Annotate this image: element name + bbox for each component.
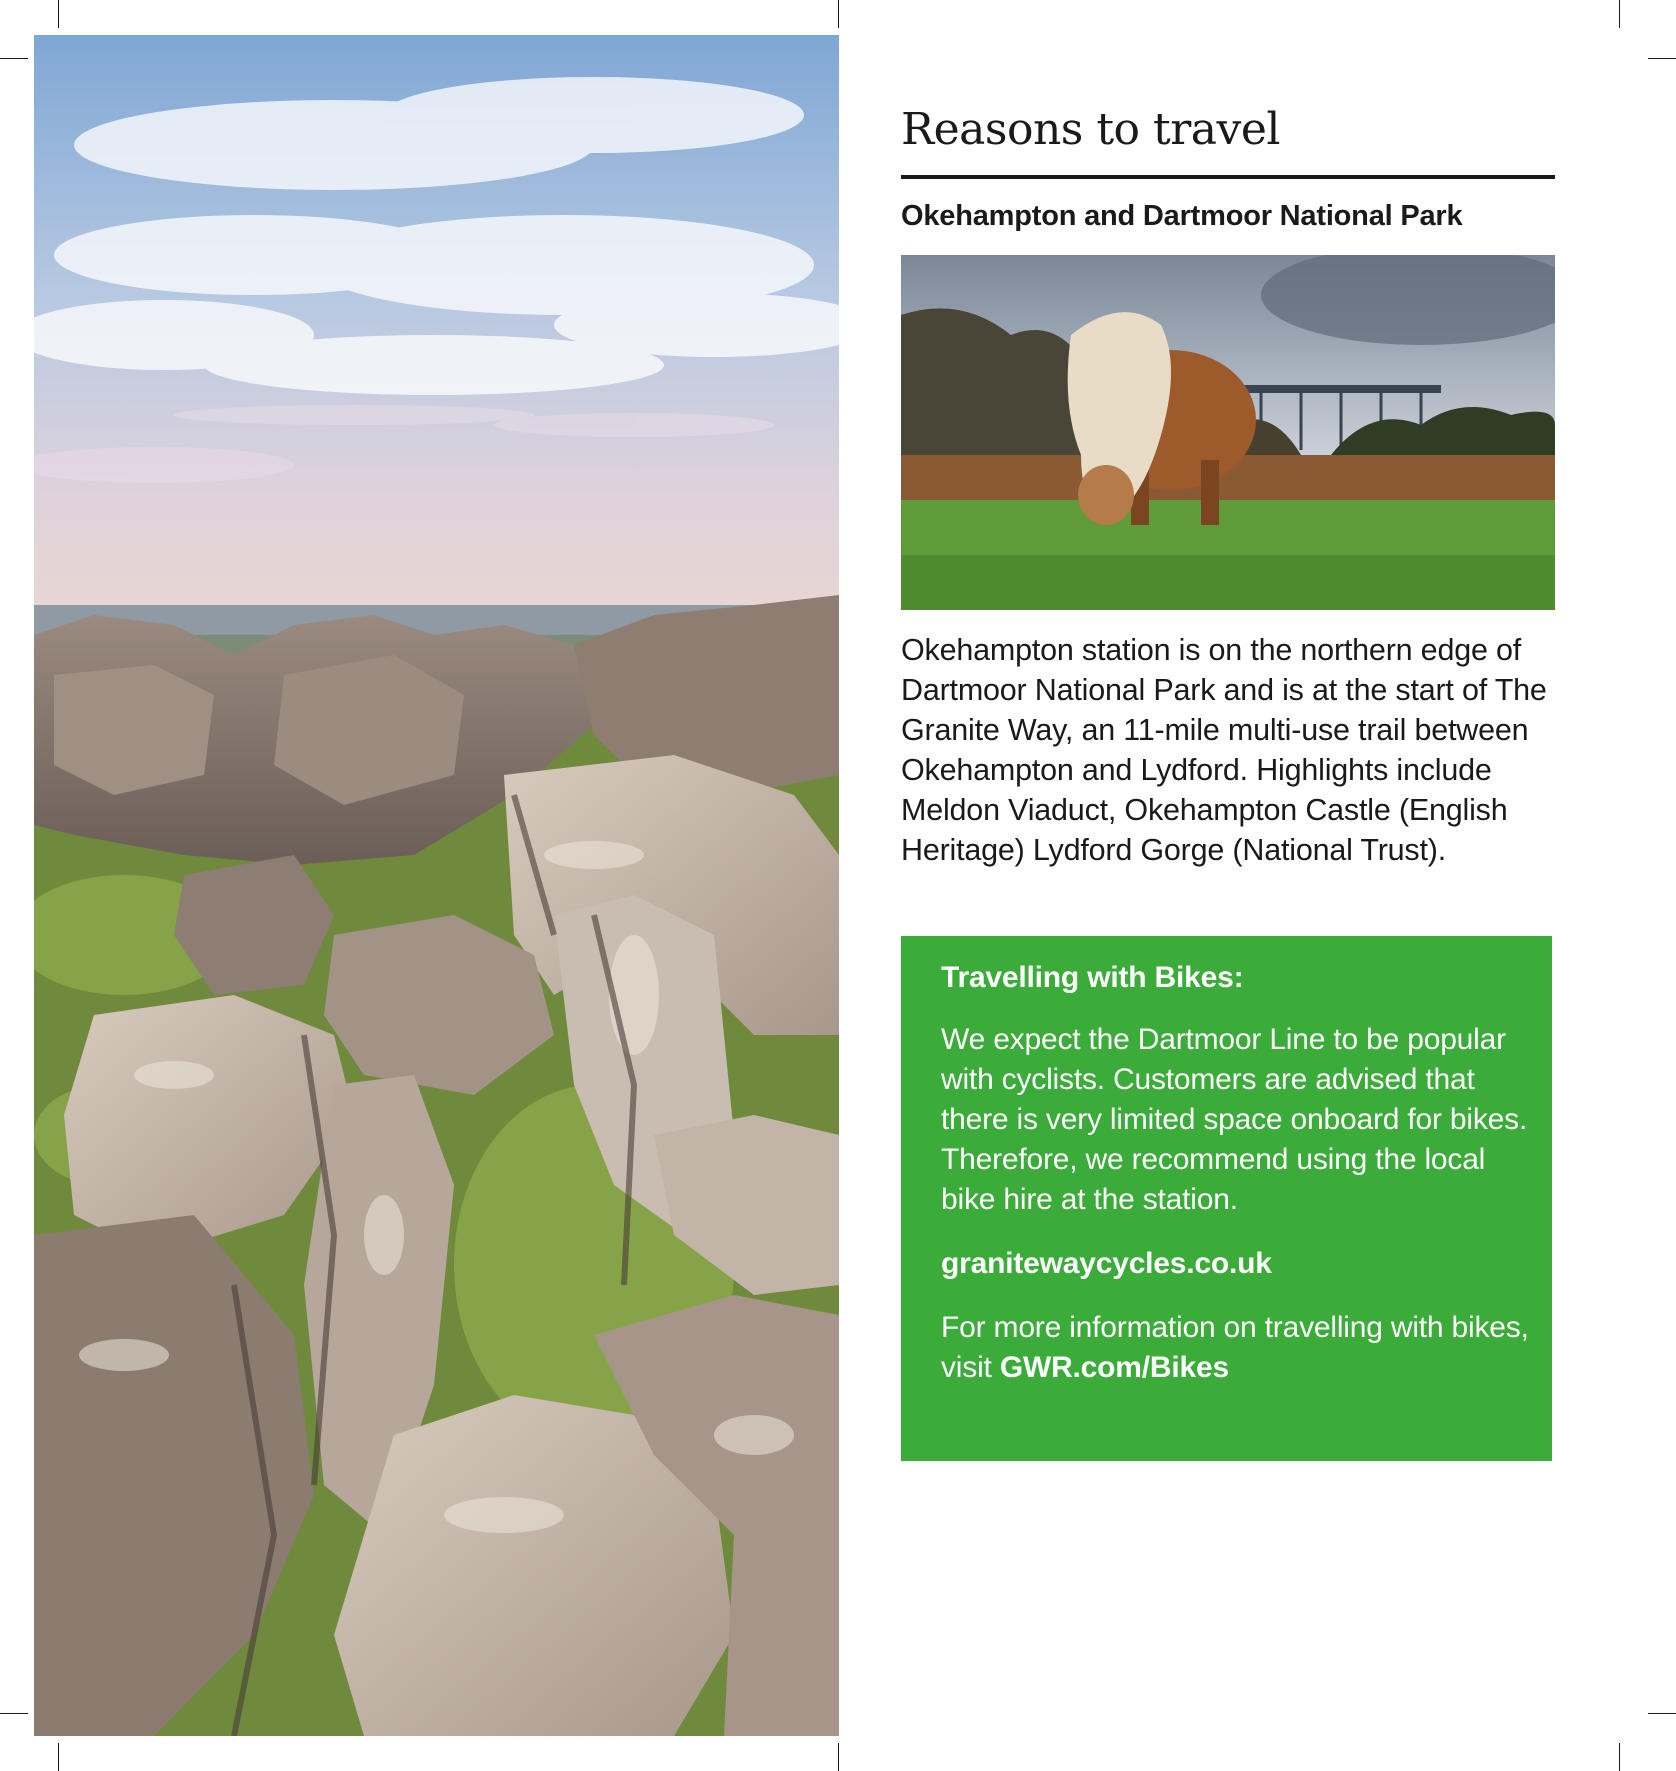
page-title: Reasons to travel [901, 104, 1280, 155]
bikes-more-info [941, 1308, 1531, 1388]
crop-mark [1648, 1713, 1676, 1714]
crop-mark [838, 1743, 839, 1771]
bikes-box-text: We expect the Dartmoor Line to be popular with cyclists. Customers are advised that there is very limited space onboard for bikes. Therefore, we recommend using the local bike hire at the station. [941, 1023, 1528, 1216]
crop-mark [1619, 0, 1620, 28]
bike-hire-link[interactable]: granitewaycycles.co.uk [941, 1247, 1272, 1280]
gwr-bikes-link[interactable]: GWR.com/Bikes [999, 1351, 1229, 1384]
crop-mark [58, 0, 59, 28]
bikes-box-title: Travelling with Bikes: [941, 961, 1244, 994]
crop-mark [838, 0, 839, 28]
crop-mark [1648, 58, 1676, 59]
pony-photo [901, 255, 1555, 610]
crop-mark [0, 58, 28, 59]
crop-mark [0, 1713, 28, 1714]
bikes-more-prefix: For more information on travelling with bikes, visit [941, 1311, 1529, 1384]
crop-mark [1619, 1743, 1620, 1771]
section-subheading: Okehampton and Dartmoor National Park [901, 200, 1463, 232]
crop-mark [58, 1743, 59, 1771]
title-rule [901, 175, 1555, 179]
body-text: Okehampton station is on the northern edge of Dartmoor National Park and is at the start of The Granite Way, an 11-mile multi-use trail between Okehampton and Lydford. Highlights include Meldon Viaduct, Okehampton Castle (English Heritage) Lydford Gorge (National Trust). [901, 633, 1547, 867]
bikes-info-box [901, 936, 1552, 1461]
dartmoor-tor-photo [34, 35, 839, 1736]
